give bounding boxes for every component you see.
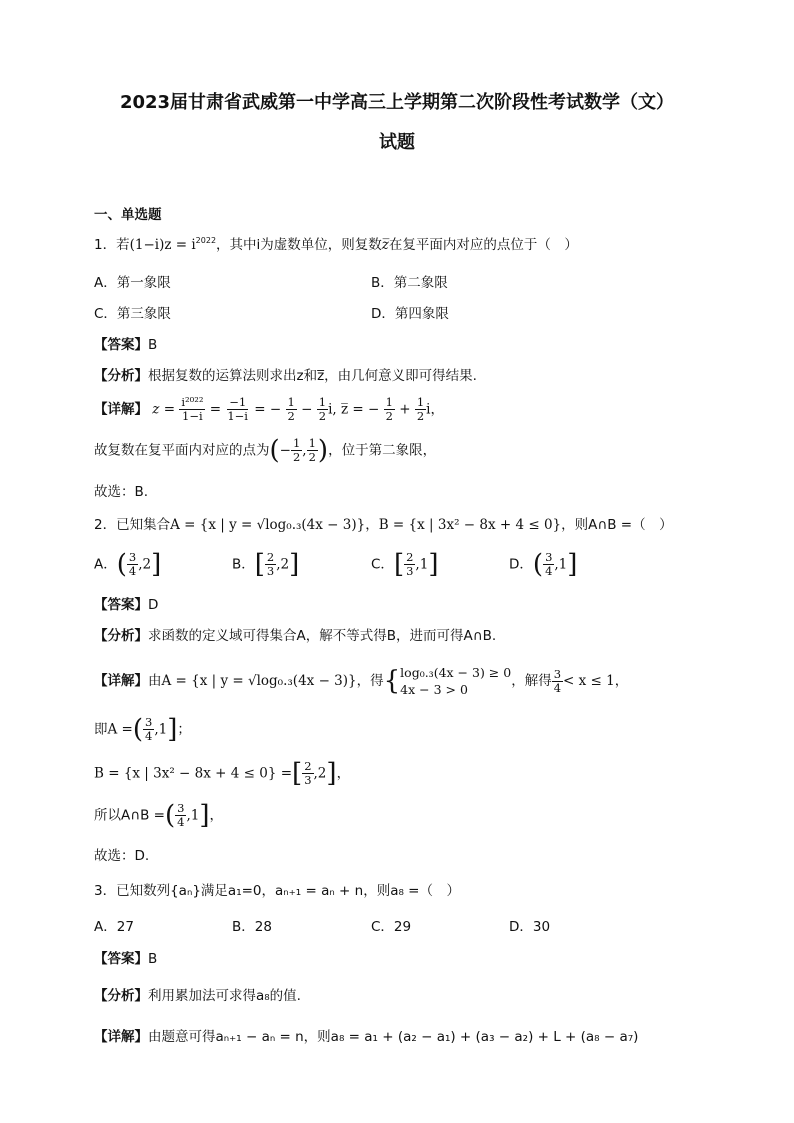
q2-conclusion: 故选：D. [94, 848, 150, 864]
q2-line-a: 即A =( $\frac{3}{4}$ ,1]； [94, 714, 191, 745]
q2-line-c: 所以A∩B =( $\frac{3}{4}$ ,1]， [94, 800, 224, 831]
q1-detail: 【详解】 z = $\frac{\text{i²⁰²²}}{1-i}$ = $\frac{-1}{1-i}$ = − $\frac{1}{2}$ − $\frac{1}{2}$ i, z̅ = − $\frac{1}{2}$ + $\frac{1}{2}$ i， [94, 395, 444, 423]
q2-option-c: C．[ $\frac{2}{3}$ ,1] [371, 549, 439, 580]
q1-answer: 【答案】B [94, 337, 158, 353]
q3-detail: 【详解】由题意可得aₙ₊₁ − aₙ = n，则a₈ = a₁ + (a₂ − a₁) + (a₃ − a₂) + L + (a₈ − a₇) [94, 1029, 639, 1045]
q3-option-c: C．29 [371, 919, 412, 935]
document-title-line1: 2023届甘肃省武威第一中学高三上学期第二次阶段性考试数学（文） [119, 92, 675, 113]
section-heading: 一、单选题 [94, 207, 162, 223]
q2-analysis: 【分析】求函数的定义域可得集合A，解不等式得B，进而可得A∩B. [94, 628, 497, 644]
q3-option-d: D．30 [509, 919, 551, 935]
q2-option-d: D．( $\frac{3}{4}$ ,1] [509, 549, 578, 580]
q2-detail: 【详解】由A = {x | y = √log₀.₃(4x − 3)}，得{ log₀.₃(4x − 3) ≥ 0 4x − 3 > 0 ，解得 $\frac{3}{4}$ < x ≤ 1， [94, 665, 629, 697]
q1-option-b: B．第二象限 [371, 275, 448, 291]
q1-analysis: 【分析】根据复数的运算法则求出z和z̅，由几何意义即可得结果. [94, 368, 477, 384]
q2-option-a: A．( $\frac{3}{4}$ ,2] [94, 549, 162, 580]
q2-line-b: B = {x | 3x² − 8x + 4 ≤ 0} =[ $\frac{2}{3}$ ,2]， [94, 758, 351, 789]
q3-option-a: A．27 [94, 919, 134, 935]
q1-point-line: 故复数在复平面内对应的点为(− $\frac{1}{2}$ , $\frac{1}{2}$ )，位于第二象限， [94, 435, 437, 466]
q3-stem: 3．已知数列{aₙ}满足a₁=0，aₙ₊₁ = aₙ + n，则a₈ =（ ） [94, 883, 460, 899]
q1-option-c: C．第三象限 [94, 306, 171, 322]
q3-analysis: 【分析】利用累加法可求得a₈的值. [94, 988, 301, 1004]
q2-option-b: B．[ $\frac{2}{3}$ ,2] [232, 549, 300, 580]
q2-stem: 2．已知集合A = {x | y = √log₀.₃(4x − 3)}，B = {x | 3x² − 8x + 4 ≤ 0}，则A∩B =（ ） [94, 517, 673, 533]
q1-stem: 1．若$(1-i)z = i^{2022}$，其中i为虚数单位，则复数z̅在复平面内对应的点位于（ ） [94, 236, 578, 253]
q1-option-a: A．第一象限 [94, 275, 171, 291]
q1-conclusion: 故选：B. [94, 484, 149, 500]
q3-answer: 【答案】B [94, 951, 158, 967]
q3-option-b: B．28 [232, 919, 272, 935]
q2-answer: 【答案】D [94, 597, 159, 613]
document-title-line2: 试题 [379, 132, 415, 153]
q1-option-d: D．第四象限 [371, 306, 449, 322]
